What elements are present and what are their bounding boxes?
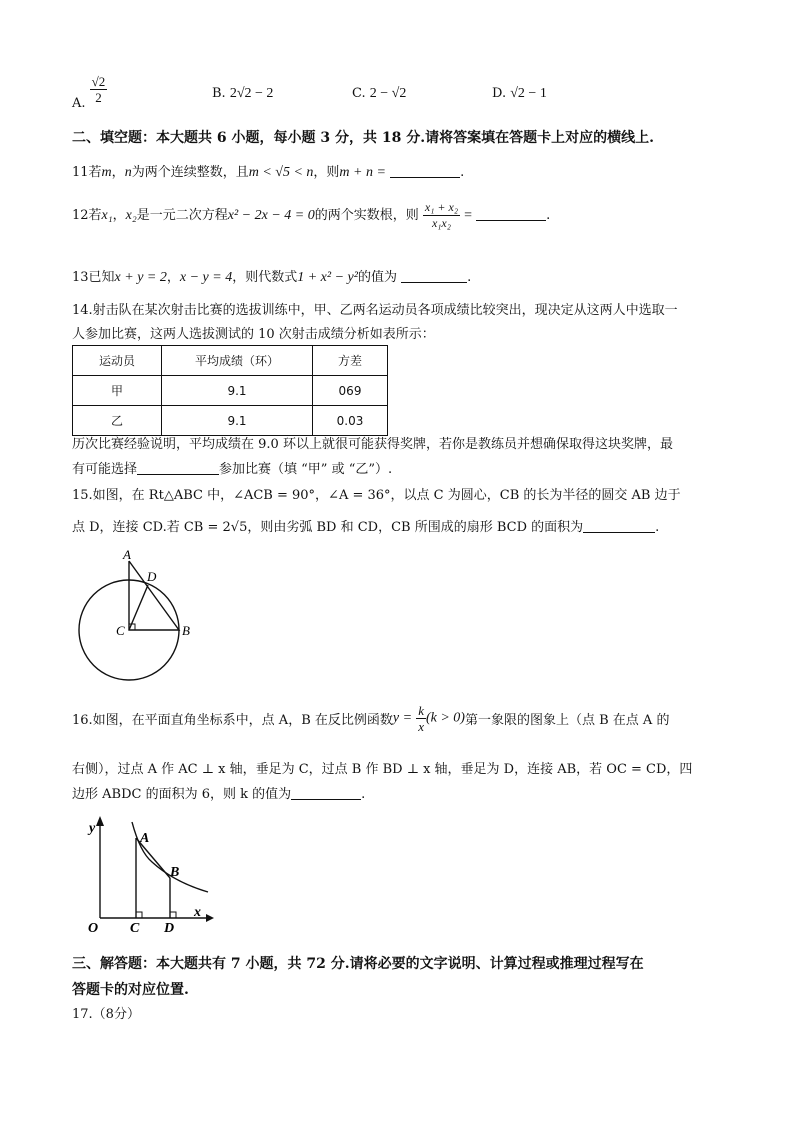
q15-figure [76, 545, 206, 695]
x-axis-arrow-icon [206, 914, 214, 922]
q11-var-n: n [124, 165, 132, 180]
label-x: x [194, 905, 201, 920]
table-cell: 甲 [73, 376, 162, 406]
label-c: C [130, 921, 140, 936]
q12-var-x1: x₁ [101, 208, 113, 223]
q12-equation: x² − 2x − 4 = 0 [227, 208, 315, 223]
q13-end: . [467, 270, 472, 285]
q12-fraction-numerator: x₁ + x₂ [424, 200, 458, 214]
choice-d [492, 86, 547, 102]
q13-text-4: 的值为 [357, 270, 397, 285]
q15-label-c: C [116, 623, 125, 638]
table-row [73, 376, 388, 406]
table-cell: 9.1 [162, 376, 313, 406]
q11-answer-blank[interactable] [390, 163, 460, 178]
q16-line-3 [72, 783, 365, 802]
q16-function-lhs: y = [392, 710, 413, 726]
choice-d-value: √2 − 1 [510, 86, 547, 101]
q12-text-3: 是一元二次方程 [136, 208, 228, 223]
q15-line-2 [72, 516, 659, 535]
table-cell: 乙 [73, 406, 162, 436]
q16-figure [84, 812, 220, 936]
label-d: D [164, 921, 175, 936]
q15-label-b: B [182, 623, 190, 638]
q16-function-condition: (k > 0) [425, 710, 465, 726]
choice-a-fraction [90, 74, 108, 105]
q15-line-2-text: 点 D，连接 CD.若 CB = 2√5，则由劣弧 BD 和 CD，CB 所围成的扇形 BCD 的面积为 [72, 520, 584, 535]
q13-text-1: 13已知 [72, 270, 115, 285]
q15-line-1: 15.如图，在 Rt△ABC 中，∠ACB = 90°，∠A = 36°，以点 C 为圆心，CB 的长为半径的圆交 AB 边于 [72, 488, 681, 503]
q11-expression: m + n = [339, 165, 386, 180]
table-row [73, 406, 388, 436]
q11-text-2: ， [111, 165, 125, 180]
question-17-label: 17.（8分） [72, 1007, 140, 1022]
q12-text-1: 12若 [72, 208, 102, 223]
q11-text-1: 11若 [72, 165, 102, 180]
q15-answer-blank[interactable] [583, 518, 655, 533]
q15-segment-cd [129, 585, 148, 630]
q15-label-a: A [123, 547, 131, 562]
q13-text-2: ， [166, 270, 180, 285]
q12-answer-blank[interactable] [476, 206, 546, 221]
choice-b-value: 2√2 − 2 [229, 86, 274, 101]
choice-a-label: A. [72, 96, 86, 111]
right-angle-mark-d [170, 912, 176, 918]
score-table [72, 345, 388, 436]
q12-equals: = [464, 208, 473, 223]
q14-line-4-text-2: 参加比赛（填 “甲” 或 “乙”）. [219, 462, 393, 477]
q16-line-1 [72, 703, 669, 734]
q16-fraction-numerator: k [418, 703, 424, 718]
q16-line-3-text: 边形 ABDC 的面积为 6，则 k 的值为 [72, 787, 292, 802]
choice-d-label: D. [492, 86, 507, 101]
table-cell: 069 [313, 376, 388, 406]
q13-text-3: ，则代数式 [232, 270, 298, 285]
q16-fraction-denominator: x [418, 719, 424, 734]
q12-fraction-denominator: x₁x₂ [431, 216, 451, 230]
q16-answer-blank[interactable] [291, 785, 361, 800]
q14-line-4 [72, 458, 392, 477]
choice-b [212, 86, 273, 102]
question-12 [72, 200, 550, 231]
label-o: O [88, 921, 99, 936]
section2-heading: 二、填空题：本大题共 6 小题，每小题 3 分，共 18 分.请将答案填在答题卡上对应的横线上. [72, 130, 654, 146]
q12-text-4: 的两个实数根，则 [314, 208, 419, 223]
question-13 [72, 266, 471, 286]
q14-line-2: 人参加比赛，这两人选拔测试的 10 次射击成绩分析如表所示： [72, 327, 435, 342]
choice-a [72, 74, 107, 111]
table-cell: 9.1 [162, 406, 313, 436]
choice-c-value: 2 − √2 [369, 86, 407, 101]
q14-answer-blank[interactable] [137, 460, 219, 475]
choice-a-denominator: 2 [95, 90, 102, 105]
q16-line-1-text-1: 16.如图，在平面直角坐标系中，点 A，B 在反比例函数 [72, 713, 393, 728]
section3-heading-line-1: 三、解答题：本大题共有 7 小题，共 72 分.请将必要的文字说明、计算过程或推理过程写在 [72, 956, 644, 972]
question-11 [72, 161, 464, 181]
q12-end: . [546, 208, 551, 223]
q13-answer-blank[interactable] [401, 268, 467, 283]
q12-text-2: ， [112, 208, 126, 223]
q15-label-d: D [147, 569, 157, 584]
q11-end: . [460, 165, 465, 180]
table-header-cell: 方差 [313, 346, 388, 376]
label-y: y [89, 821, 96, 836]
table-header-cell: 运动员 [73, 346, 162, 376]
q11-text-4: ，则 [313, 165, 340, 180]
q14-line-3: 历次比赛经验说明，平均成绩在 9.0 环以上就很可能获得奖牌，若你是教练员并想确保取得这块奖牌，最 [72, 437, 673, 452]
q11-text-3: 为两个连续整数，且 [131, 165, 249, 180]
q16-line-3-end: . [361, 787, 366, 802]
choice-b-label: B. [212, 86, 226, 101]
q15-line-2-end: . [655, 520, 660, 535]
table-header-row [73, 346, 388, 376]
q14-line-4-text-1: 有可能选择 [72, 462, 138, 477]
section3-heading-line-2: 答题卡的对应位置. [72, 982, 189, 998]
q14-line-1: 14.射击队在某次射击比赛的选拔训练中，甲、乙两名运动员各项成绩比较突出，现决定从这两人中选取一 [72, 303, 678, 318]
q16-line-1-text-2: 第一象限的图象上（点 B 在点 A 的 [464, 713, 670, 728]
q11-inequality: m < √5 < n [248, 165, 314, 180]
right-angle-mark-c [136, 912, 142, 918]
q16-function-fraction [416, 703, 426, 734]
table-cell: 0.03 [313, 406, 388, 436]
q12-fraction [423, 200, 460, 231]
q13-equation-2: x − y = 4 [179, 270, 233, 285]
choice-c-label: C. [352, 86, 366, 101]
q11-var-m: m [101, 165, 112, 180]
q13-expression: 1 + x² − y² [297, 270, 358, 285]
choice-c [352, 86, 406, 102]
y-axis-arrow-icon [96, 816, 104, 826]
choice-a-numerator: √2 [91, 74, 106, 89]
label-b: B [170, 865, 180, 880]
q16-line-2: 右侧），过点 A 作 AC ⊥ x 轴，垂足为 C，过点 B 作 BD ⊥ x 轴，垂足为 D，连接 AB，若 OC = CD，四 [72, 762, 693, 777]
q13-equation-1: x + y = 2 [114, 270, 167, 285]
label-a: A [140, 831, 150, 846]
table-header-cell: 平均成绩（环） [162, 346, 313, 376]
q12-var-x2: x₂ [125, 208, 137, 223]
